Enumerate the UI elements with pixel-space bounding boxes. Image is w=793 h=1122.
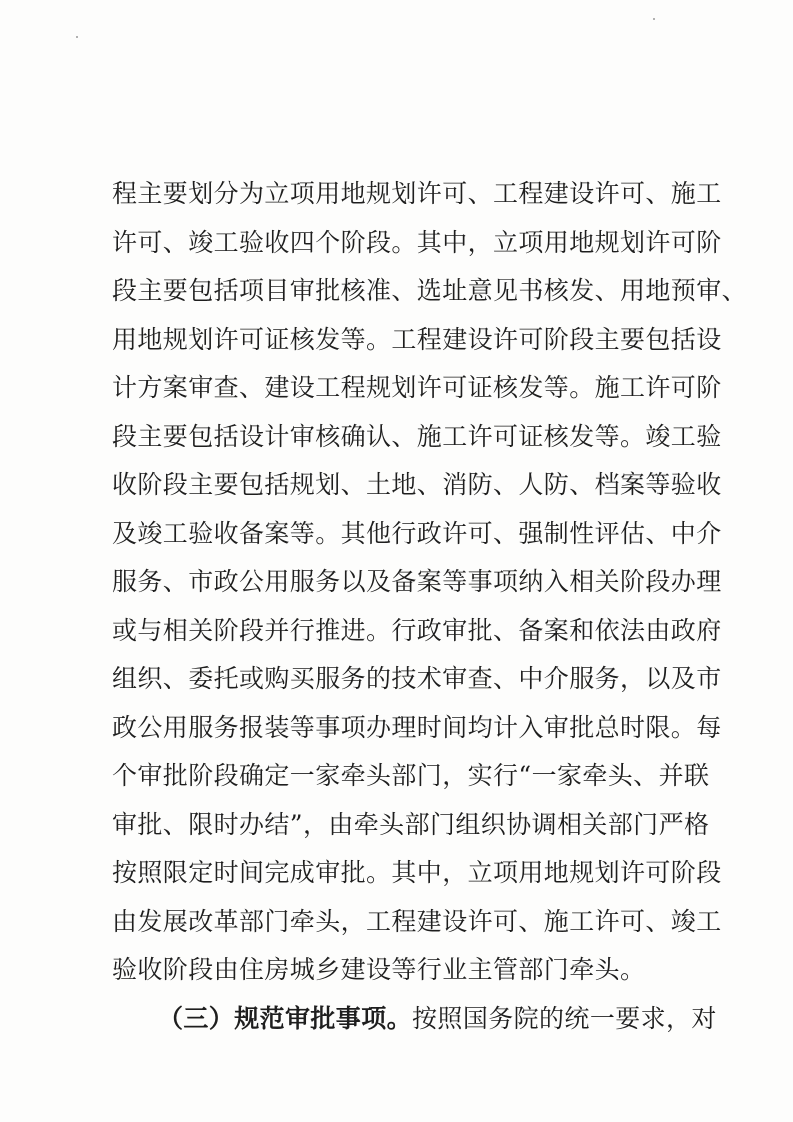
text-line: 计方案审查、建设工程规划许可证核发等。施工许可阶 [112, 373, 722, 402]
section-text: 按照国务院的统一要求，对 [412, 1003, 717, 1033]
text-line: 许可、竣工验收四个阶段。其中，立项用地规划许可阶 [112, 227, 722, 257]
body-text [112, 170, 748, 1043]
text-line: 按照限定时间完成审批。其中，立项用地规划许可阶段 [112, 858, 722, 887]
text-line: 验收阶段由住房城乡建设等行业主管部门牵头。 [112, 955, 646, 984]
text-line: 或与相关阶段并行推进。行政审批、备案和依法由政府 [112, 615, 722, 645]
text-line: 用地规划许可证核发等。工程建设许可阶段主要包括设 [112, 324, 722, 354]
text-line: 段主要包括设计审核确认、施工许可证核发等。竣工验 [112, 421, 722, 451]
section-line [112, 995, 717, 1044]
text-line: 政公用服务报装等事项办理时间均计入审批总时限。每 [112, 712, 722, 742]
scan-speck [76, 36, 78, 38]
text-line: 由发展改革部门牵头，工程建设许可、施工许可、竣工 [112, 906, 722, 936]
text-line: 个审批阶段确定一家牵头部门，实行“一家牵头、并联 [112, 761, 710, 790]
text-line: 及竣工验收备案等。其他行政许可、强制性评估、中介 [112, 518, 722, 548]
text-line: 组织、委托或购买服务的技术审查、中介服务，以及市 [112, 664, 722, 693]
text-line: 收阶段主要包括规划、土地、消防、人防、档案等验收 [112, 470, 722, 499]
text-line: 段主要包括项目审批核准、选址意见书核发、用地预审、 [112, 276, 748, 305]
section-heading: （三）规范审批事项。 [158, 1003, 413, 1033]
scan-speck [653, 18, 655, 20]
text-line: 服务、市政公用服务以及备案等事项纳入相关阶段办理 [112, 567, 722, 596]
text-line: 程主要划分为立项用地规划许可、工程建设许可、施工 [112, 179, 722, 208]
text-line: 审批、限时办结”，由牵头部门组织协调相关部门严格 [112, 809, 710, 839]
